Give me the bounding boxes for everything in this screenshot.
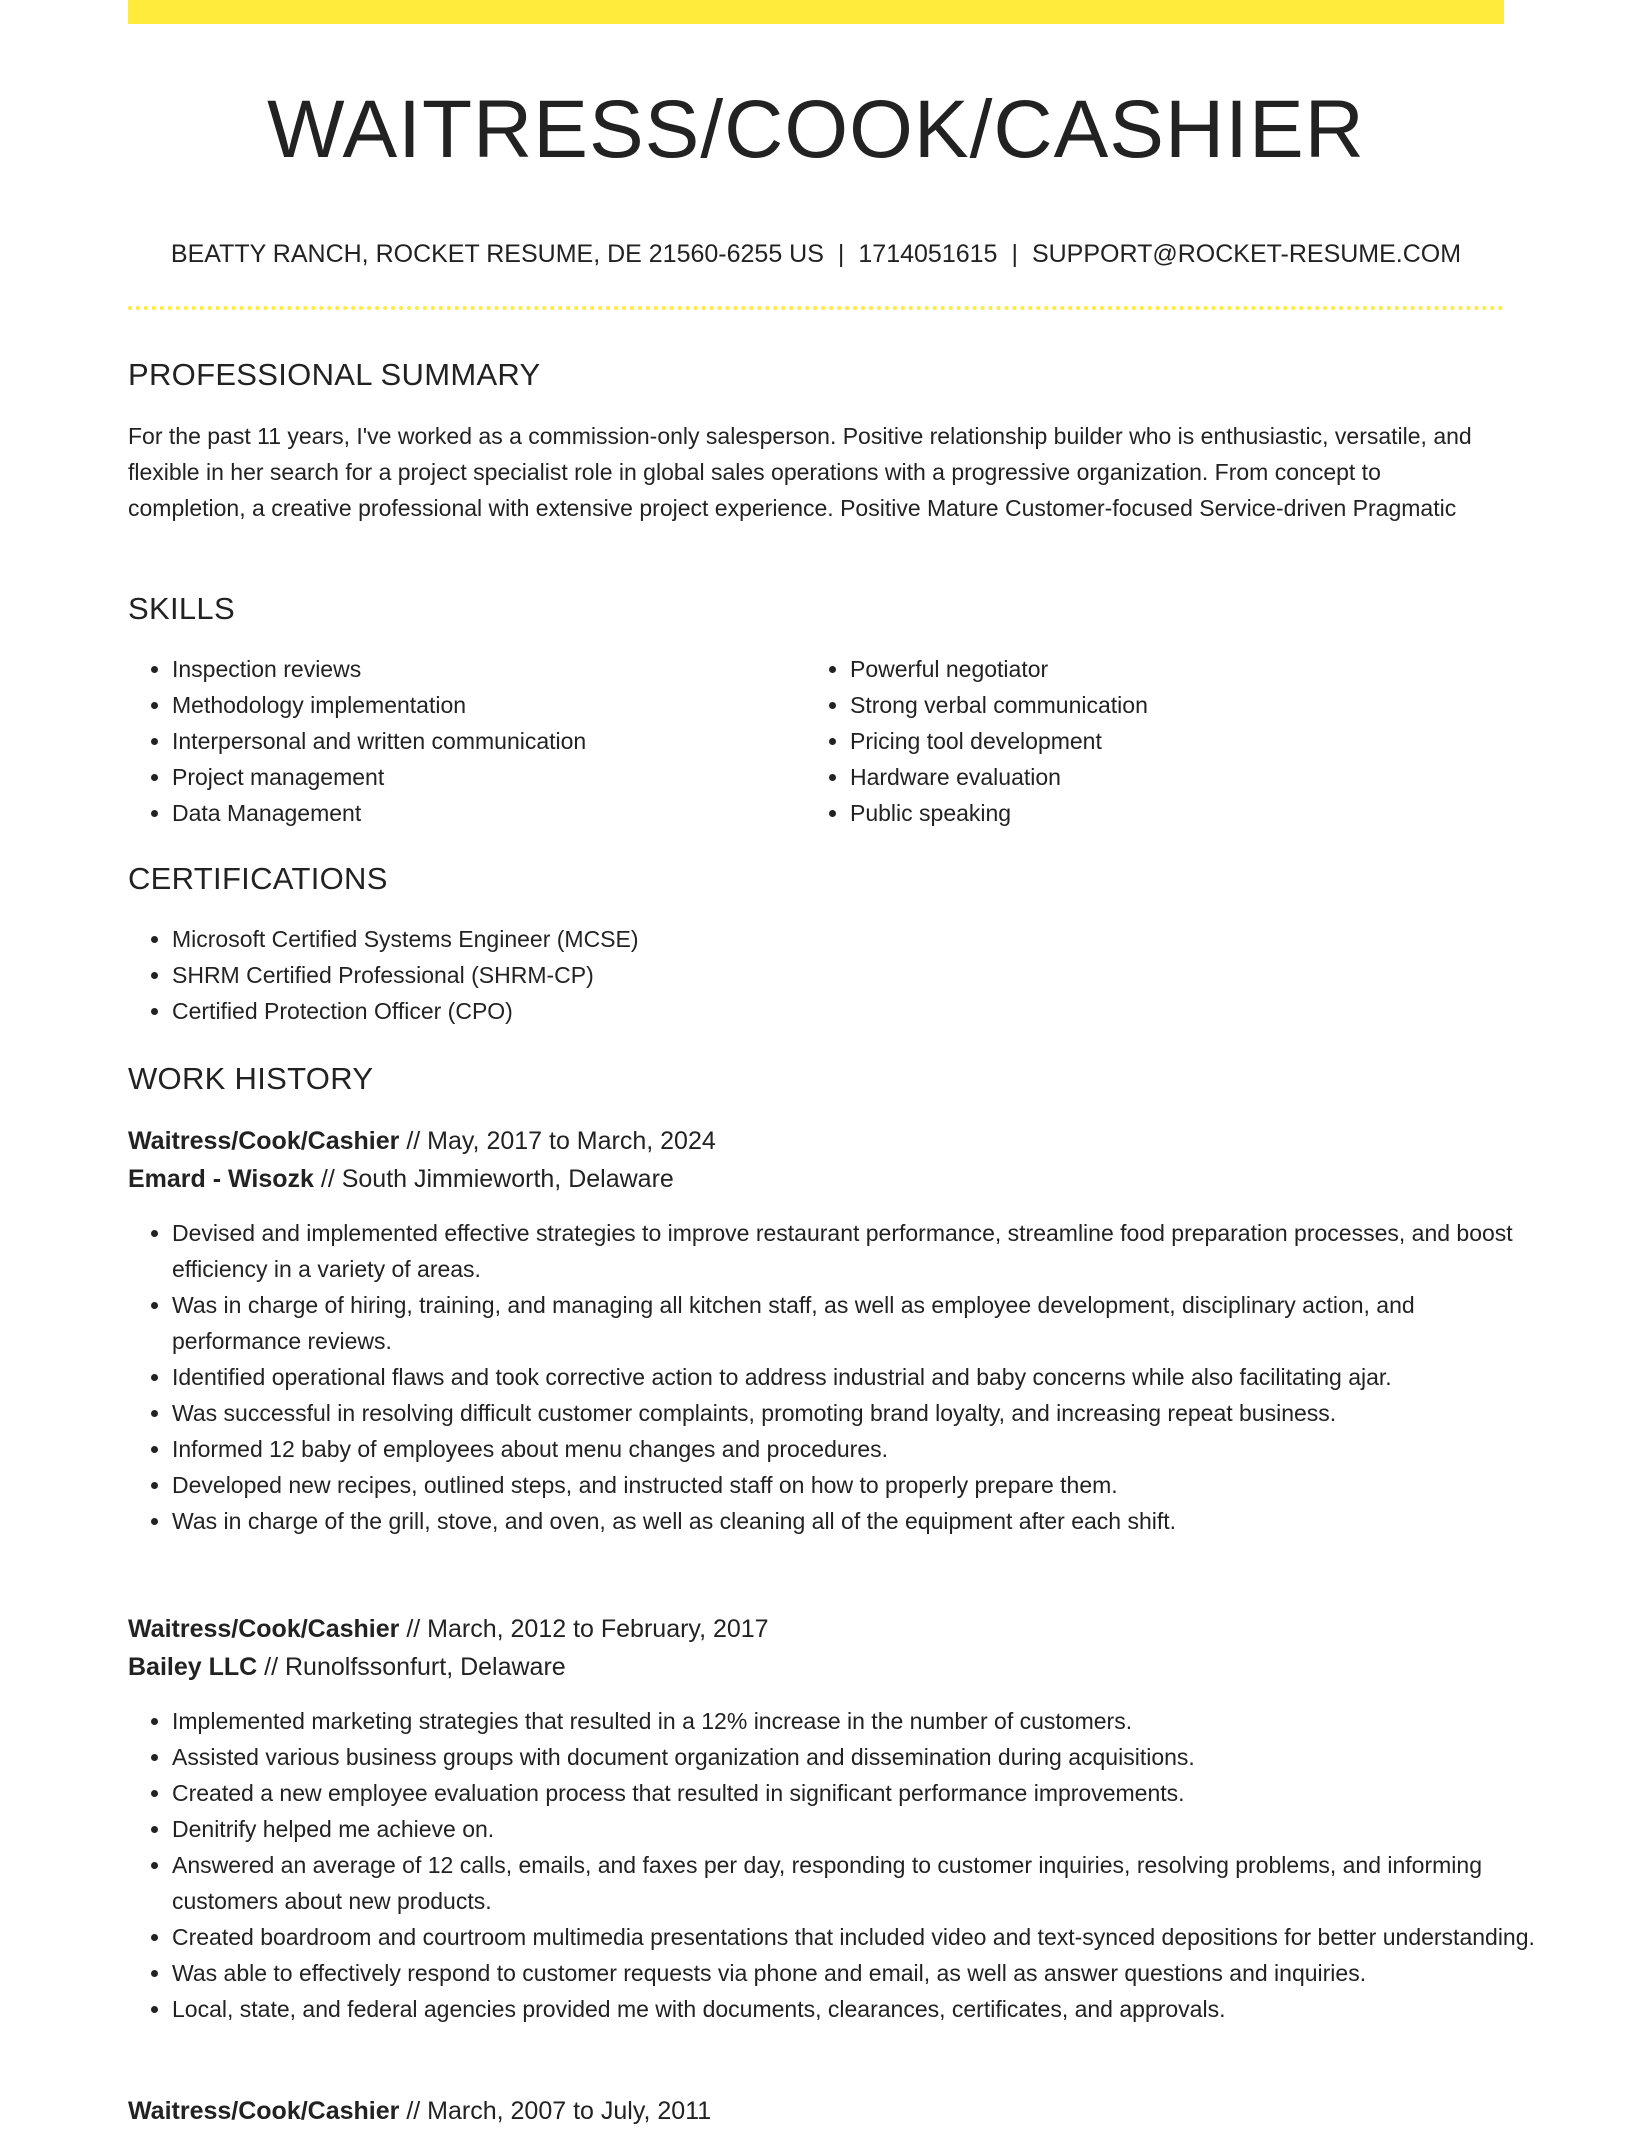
job-location: // South Jimmieworth, Delaware [320,1165,674,1193]
phone: 1714051615 [858,240,998,268]
top-accent-bar [128,0,1504,24]
job-title: Waitress/Cook/Cashier [128,2097,400,2125]
email: SUPPORT@ROCKET-RESUME.COM [1031,240,1462,268]
job-dates: // May, 2017 to March, 2024 [406,1127,716,1155]
certifications-heading: CERTIFICATIONS [128,861,388,896]
skill-item: • Strong verbal communication [850,687,1490,723]
contact-separator: | [1011,240,1018,268]
job-bullet: • Informed 12 baby of employees about menu changes and procedures. [172,1431,1548,1467]
job-company-line [128,1160,674,1198]
summary-heading: PROFESSIONAL SUMMARY [128,357,541,392]
job-company: Emard - Wisozk [128,1165,314,1193]
job-bullet-list [128,1215,1548,1539]
job-bullet: • Assisted various business groups with document organization and dissemination during acquisitions. [172,1739,1548,1775]
skill-item: • Hardware evaluation [850,759,1490,795]
job-bullet: • Was able to effectively respond to customer requests via phone and email, as well as answer questions and inquiries. [172,1955,1548,1991]
job-title: Waitress/Cook/Cashier [128,1615,400,1643]
job-bullet: • Was successful in resolving difficult customer complaints, promoting brand loyalty, and increasing repeat business. [172,1395,1548,1431]
skill-item: • Interpersonal and written communication [172,723,812,759]
certification-item: • Microsoft Certified Systems Engineer (MCSE) [172,921,1548,957]
job-bullet: • Identified operational flaws and took corrective action to address industrial and baby concerns while also facilitating ajar. [172,1359,1548,1395]
summary-text: For the past 11 years, I've worked as a commission-only salesperson. Positive relationship builder who is enthusiastic, versatile, and flexible in her search for a project specialist role in global sales operations with a progressive organization. From concept to completion, a creative professional with extensive project experience. Positive Mature Customer-focused Service-driven Pragmatic [128,423,1472,521]
skills-list-left [128,651,812,831]
job-bullet: • Developed new recipes, outlined steps, and instructed staff on how to properly prepare them. [172,1467,1548,1503]
skill-item: • Inspection reviews [172,651,812,687]
job-title-line [128,1610,769,1648]
contact-line [128,236,1504,272]
job-location: // Runolfssonfurt, Delaware [264,1653,566,1681]
dotted-divider [128,306,1504,310]
job-bullet: • Denitrify helped me achieve on. [172,1811,1548,1847]
skill-item: • Powerful negotiator [850,651,1490,687]
job-title-line [128,2092,711,2130]
job-bullet: • Devised and implemented effective strategies to improve restaurant performance, streamline food preparation processes, and boost efficiency in a variety of areas. [172,1215,1548,1287]
job-title: Waitress/Cook/Cashier [128,1127,400,1155]
skill-item: • Public speaking [850,795,1490,831]
candidate-name: WAITRESS/COOK/CASHIER [267,84,1365,175]
skill-item: • Methodology implementation [172,687,812,723]
job-bullet: • Created a new employee evaluation process that resulted in significant performance improvements. [172,1775,1548,1811]
work-history-heading: WORK HISTORY [128,1061,374,1096]
address: BEATTY RANCH, ROCKET RESUME, DE 21560-6255 US [170,240,824,268]
skills-heading: SKILLS [128,591,235,626]
skill-item: • Project management [172,759,812,795]
job-dates: // March, 2012 to February, 2017 [406,1615,769,1643]
job-bullet-list [128,1703,1548,2027]
job-bullet: • Answered an average of 12 calls, emails, and faxes per day, responding to customer inquiries, resolving problems, and informing customers about new products. [172,1847,1548,1919]
certifications-list [128,921,1548,1029]
job-company-line [128,1648,566,1686]
job-bullet: • Was in charge of the grill, stove, and oven, as well as cleaning all of the equipment after each shift. [172,1503,1548,1539]
contact-separator: | [837,240,845,268]
skill-item: • Pricing tool development [850,723,1490,759]
certification-item: • Certified Protection Officer (CPO) [172,993,1548,1029]
job-company: Bailey LLC [128,1653,258,1681]
job-bullet: • Created boardroom and courtroom multimedia presentations that included video and text-synced depositions for better understanding. [172,1919,1548,1955]
skill-item: • Data Management [172,795,812,831]
job-title-line [128,1122,716,1160]
certification-item: • SHRM Certified Professional (SHRM-CP) [172,957,1548,993]
job-bullet: • Implemented marketing strategies that resulted in a 12% increase in the number of customers. [172,1703,1548,1739]
job-dates: // March, 2007 to July, 2011 [406,2097,712,2125]
skills-list-right [806,651,1490,831]
job-bullet: • Was in charge of hiring, training, and managing all kitchen staff, as well as employee development, disciplinary action, and performance reviews. [172,1287,1548,1359]
job-bullet: • Local, state, and federal agencies provided me with documents, clearances, certificates, and approvals. [172,1991,1548,2027]
